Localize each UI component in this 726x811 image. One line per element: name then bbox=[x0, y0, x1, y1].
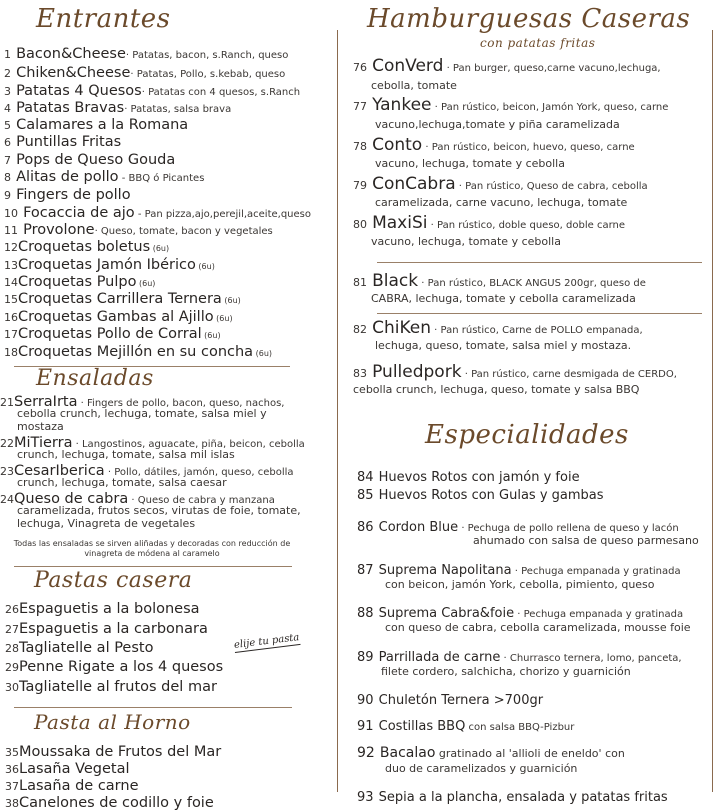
ensaladas-note: Todas las ensaladas se sirven aliñadas y decoradas con reducción de vinagreta de módena al caramelo bbox=[13, 539, 291, 558]
menu-item: 88 Suprema Cabra&foie · Pechuga empanada y gratinada bbox=[357, 606, 684, 621]
menu-item: 91 Costillas BBQ con salsa BBQ-Pizbur bbox=[357, 719, 575, 734]
section-divider bbox=[377, 313, 702, 314]
menu-item: 30Tagliatelle al frutos del mar bbox=[5, 679, 217, 695]
section-title-pastas: Pastas casera bbox=[34, 568, 193, 593]
menu-item: 21SerraIrta · Fingers de pollo, bacon, queso, nachos, bbox=[0, 394, 285, 410]
menu-item-desc: con queso de cabra, cebolla caramelizada, mousse foie bbox=[385, 621, 691, 634]
menu-item-desc: crunch, lechuga, tomate, salsa caesar bbox=[17, 476, 227, 489]
section-title-hamburguesas: Hamburguesas Caseras bbox=[367, 4, 691, 34]
section-title-horno: Pasta al Horno bbox=[34, 710, 191, 734]
menu-item: 17Croquetas Pollo de Corral (6u) bbox=[4, 326, 221, 342]
menu-item: 37Lasaña de carne bbox=[5, 778, 139, 794]
menu-item: 1 Bacon&Cheese· Patatas, bacon, s.Ranch, queso bbox=[4, 46, 289, 62]
section-subtitle-hamburguesas: con patatas fritas bbox=[480, 36, 596, 50]
menu-item: 87 Suprema Napolitana · Pechuga empanada y gratinada bbox=[357, 563, 681, 578]
menu-item-desc: lechuga, Vinagreta de vegetales bbox=[17, 517, 196, 530]
menu-item-desc: cebolla crunch, lechuga, tomate, salsa miel y bbox=[17, 407, 267, 420]
menu-item: 10 Focaccia de ajo - Pan pizza,ajo,perejil,aceite,queso bbox=[4, 205, 311, 221]
menu-item-desc: lechuga, queso, tomate, salsa miel y mostaza. bbox=[375, 339, 632, 352]
section-divider bbox=[14, 707, 292, 708]
section-title-entrantes: Entrantes bbox=[36, 4, 171, 34]
menu-item: 79 ConCabra · Pan rústico, Queso de cabra, cebolla bbox=[353, 174, 648, 194]
menu-item-desc: crunch, lechuga, tomate, salsa mil islas bbox=[17, 448, 235, 461]
menu-item-desc: con beicon, jamón York, cebolla, pimiento, queso bbox=[385, 578, 655, 591]
menu-item-desc: CABRA, lechuga, tomate y cebolla caramelizada bbox=[371, 292, 636, 305]
menu-item: 24Queso de cabra · Queso de cabra y manzana bbox=[0, 491, 275, 507]
right-column-rule bbox=[712, 30, 713, 792]
menu-item: 76 ConVerd · Pan burger, queso,carne vacuno,lechuga, bbox=[353, 56, 661, 76]
elije-pasta-annotation: elije tu pasta bbox=[233, 632, 300, 651]
menu-item-desc: cebolla, tomate bbox=[371, 79, 457, 92]
menu-item: 38Canelones de codillo y foie bbox=[5, 795, 214, 811]
menu-item-desc: caramelizada, carne vacuno, lechuga, tomate bbox=[375, 196, 628, 209]
menu-item: 8 Alitas de pollo - BBQ ó Picantes bbox=[4, 169, 205, 185]
menu-item: 22MiTierra · Langostinos, aguacate, piña, beicon, cebolla bbox=[0, 435, 305, 451]
menu-item: 6 Puntillas Fritas bbox=[4, 134, 122, 150]
menu-item: 28Tagliatelle al Pesto bbox=[5, 640, 154, 656]
menu-item: 35Moussaka de Frutos del Mar bbox=[5, 744, 222, 760]
menu-item-desc: filete cordero, salchicha, chorizo y guarnición bbox=[381, 665, 631, 678]
menu-item: 13Croquetas Jamón Ibérico (6u) bbox=[4, 257, 215, 273]
menu-item: 83 Pulledpork · Pan rústico, carne desmigada de CERDO, bbox=[353, 362, 677, 382]
menu-item: 89 Parrillada de carne · Churrasco ternera, lomo, panceta, bbox=[357, 650, 682, 665]
menu-item: 9 Fingers de pollo bbox=[4, 187, 131, 203]
menu-item: 86 Cordon Blue · Pechuga de pollo rellena de queso y lacón bbox=[357, 520, 679, 535]
menu-item-desc: vacuno, lechuga, tomate y cebolla bbox=[375, 157, 565, 170]
section-title-especialidades: Especialidades bbox=[425, 420, 629, 450]
menu-item: 7 Pops de Queso Gouda bbox=[4, 152, 176, 168]
menu-item: 77 Yankee · Pan rústico, beicon, Jamón York, queso, carne bbox=[353, 95, 669, 115]
menu-item: 12Croquetas boletus (6u) bbox=[4, 239, 170, 255]
menu-item: 92 Bacalao gratinado al 'allioli de eneldo' con bbox=[357, 745, 625, 761]
menu-item-desc: duo de caramelizados y guarnición bbox=[385, 762, 578, 775]
menu-item: 18Croquetas Mejillón en su concha (6u) bbox=[4, 344, 273, 360]
menu-item-desc: cebolla crunch, lechuga, queso, tomate y salsa BBQ bbox=[353, 383, 640, 396]
section-divider bbox=[14, 566, 292, 567]
menu-item: 93 Sepia a la plancha, ensalada y patatas fritas bbox=[357, 790, 668, 805]
menu-item: 85 Huevos Rotos con Gulas y gambas bbox=[357, 488, 604, 503]
menu-item: 82 ChiKen · Pan rústico, Carne de POLLO empanada, bbox=[353, 318, 643, 338]
menu-item: 81 Black · Pan rústico, BLACK ANGUS 200gr, queso de bbox=[353, 271, 646, 291]
left-column-rule bbox=[337, 30, 338, 792]
section-title-ensaladas: Ensaladas bbox=[36, 366, 154, 391]
menu-item: 29Penne Rigate a los 4 quesos bbox=[5, 659, 224, 675]
menu-item: 90 Chuletón Ternera >700gr bbox=[357, 693, 544, 708]
menu-item: 26Espaguetis a la bolonesa bbox=[5, 601, 200, 617]
menu-item: 80 MaxiSi · Pan rústico, doble queso, doble carne bbox=[353, 213, 625, 233]
section-divider bbox=[377, 262, 702, 263]
menu-item: 78 Conto · Pan rústico, beicon, huevo, queso, carne bbox=[353, 135, 635, 155]
menu-item: 4 Patatas Bravas· Patatas, salsa brava bbox=[4, 100, 232, 116]
menu-item: 16Croquetas Gambas al Ajillo (6u) bbox=[4, 309, 233, 325]
menu-item: 14Croquetas Pulpo (6u) bbox=[4, 274, 156, 290]
menu-item-desc: vacuno,lechuga,tomate y piña caramelizada bbox=[375, 118, 620, 131]
menu-item: 2 Chiken&Cheese· Patatas, Pollo, s.kebab, queso bbox=[4, 65, 286, 81]
menu-item-desc: ahumado con salsa de queso parmesano bbox=[473, 534, 699, 547]
menu-item-desc: vacuno, lechuga, tomate y cebolla bbox=[371, 235, 561, 248]
menu-item: 3 Patatas 4 Quesos· Patatas con 4 quesos, s.Ranch bbox=[4, 83, 301, 99]
menu-item-desc: caramelizada, frutos secos, virutas de foie, tomate, bbox=[17, 504, 301, 517]
menu-item: 84 Huevos Rotos con jamón y foie bbox=[357, 470, 580, 485]
menu-item-desc: mostaza bbox=[17, 420, 64, 433]
menu-item: 36Lasaña Vegetal bbox=[5, 761, 130, 777]
menu-item: 5 Calamares a la Romana bbox=[4, 117, 189, 133]
menu-item: 23CesarIberica · Pollo, dátiles, jamón, queso, cebolla bbox=[0, 463, 294, 479]
menu-item: 27Espaguetis a la carbonara bbox=[5, 621, 208, 637]
menu-item: 15Croquetas Carrillera Ternera (6u) bbox=[4, 291, 241, 307]
menu-item: 11 Provolone· Queso, tomate, bacon y vegetales bbox=[4, 222, 273, 238]
